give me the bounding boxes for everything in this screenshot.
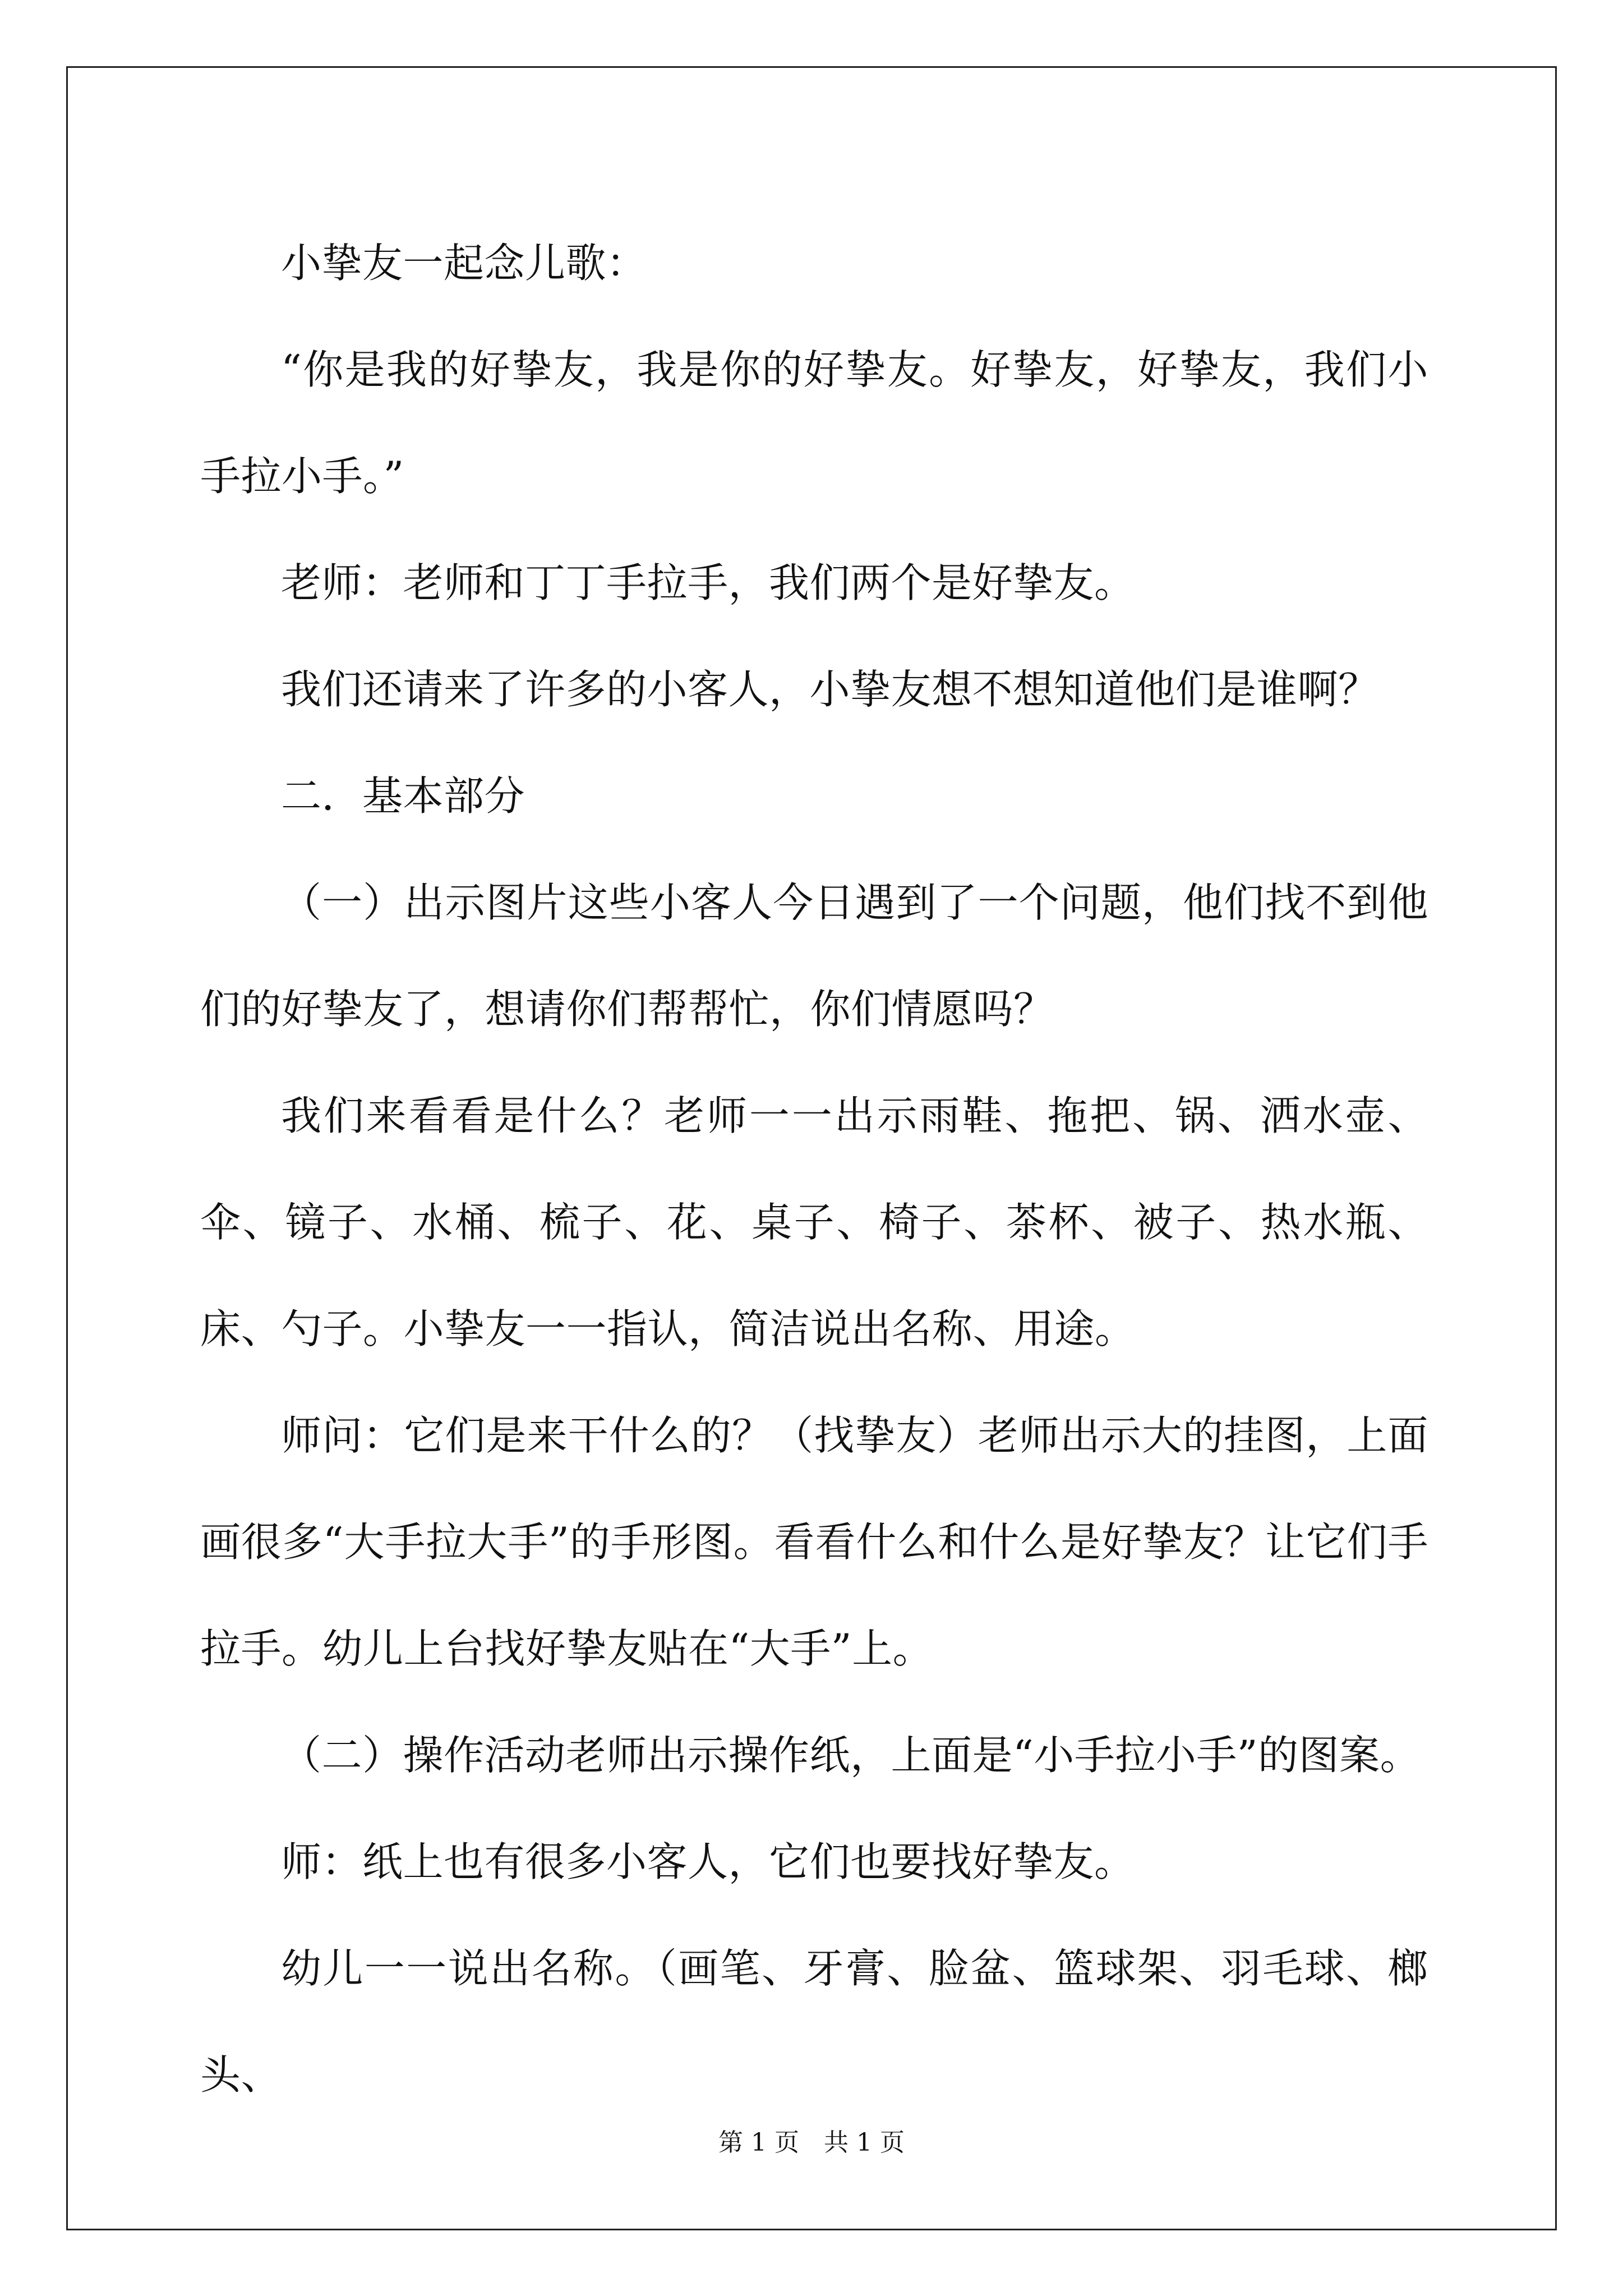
- section-heading: 二．基本部分: [281, 772, 525, 820]
- paragraph: 小挚友一起念儿歌：: [281, 240, 647, 287]
- paragraph: 幼儿一一说出名称。（画笔、牙膏、脸盆、篮球架、羽毛球、榔头、: [200, 1945, 1428, 2099]
- paragraph: （一）出示图片这些小客人今日遇到了一个问题，他们找不到他们的好挚友了，想请你们帮帮忙，你们情愿吗？: [200, 879, 1428, 1033]
- document-body: [200, 210, 1428, 2128]
- paragraph: 我们来看看是什么？老师一一出示雨鞋、拖把、锅、洒水壶、伞、镜子、水桶、梳子、花、桌子、椅子、茶杯、被子、热水瓶、床、勺子。小挚友一一指认，简洁说出名称、用途。: [200, 1092, 1428, 1352]
- paragraph: 师问：它们是来干什么的？（找挚友）老师出示大的挂图，上面画很多“大手拉大手”的手形图。看看什么和什么是好挚友？让它们手拉手。幼儿上台找好挚友贴在“大手”上。: [200, 1412, 1428, 1672]
- paragraph: 师：纸上也有很多小客人，它们也要找好挚友。: [281, 1838, 1135, 1885]
- page-number-footer: 第 1 页 共 1 页: [718, 2128, 905, 2157]
- paragraph: 我们还请来了许多的小客人，小挚友想不想知道他们是谁啊？: [281, 666, 1379, 713]
- paragraph: 老师：老师和丁丁手拉手，我们两个是好挚友。: [281, 559, 1135, 606]
- paragraph: （二）操作活动老师出示操作纸，上面是“小手拉小手”的图案。: [281, 1732, 1421, 1779]
- paragraph: “你是我的好挚友，我是你的好挚友。好挚友，好挚友，我们小手拉小手。”: [200, 346, 1428, 500]
